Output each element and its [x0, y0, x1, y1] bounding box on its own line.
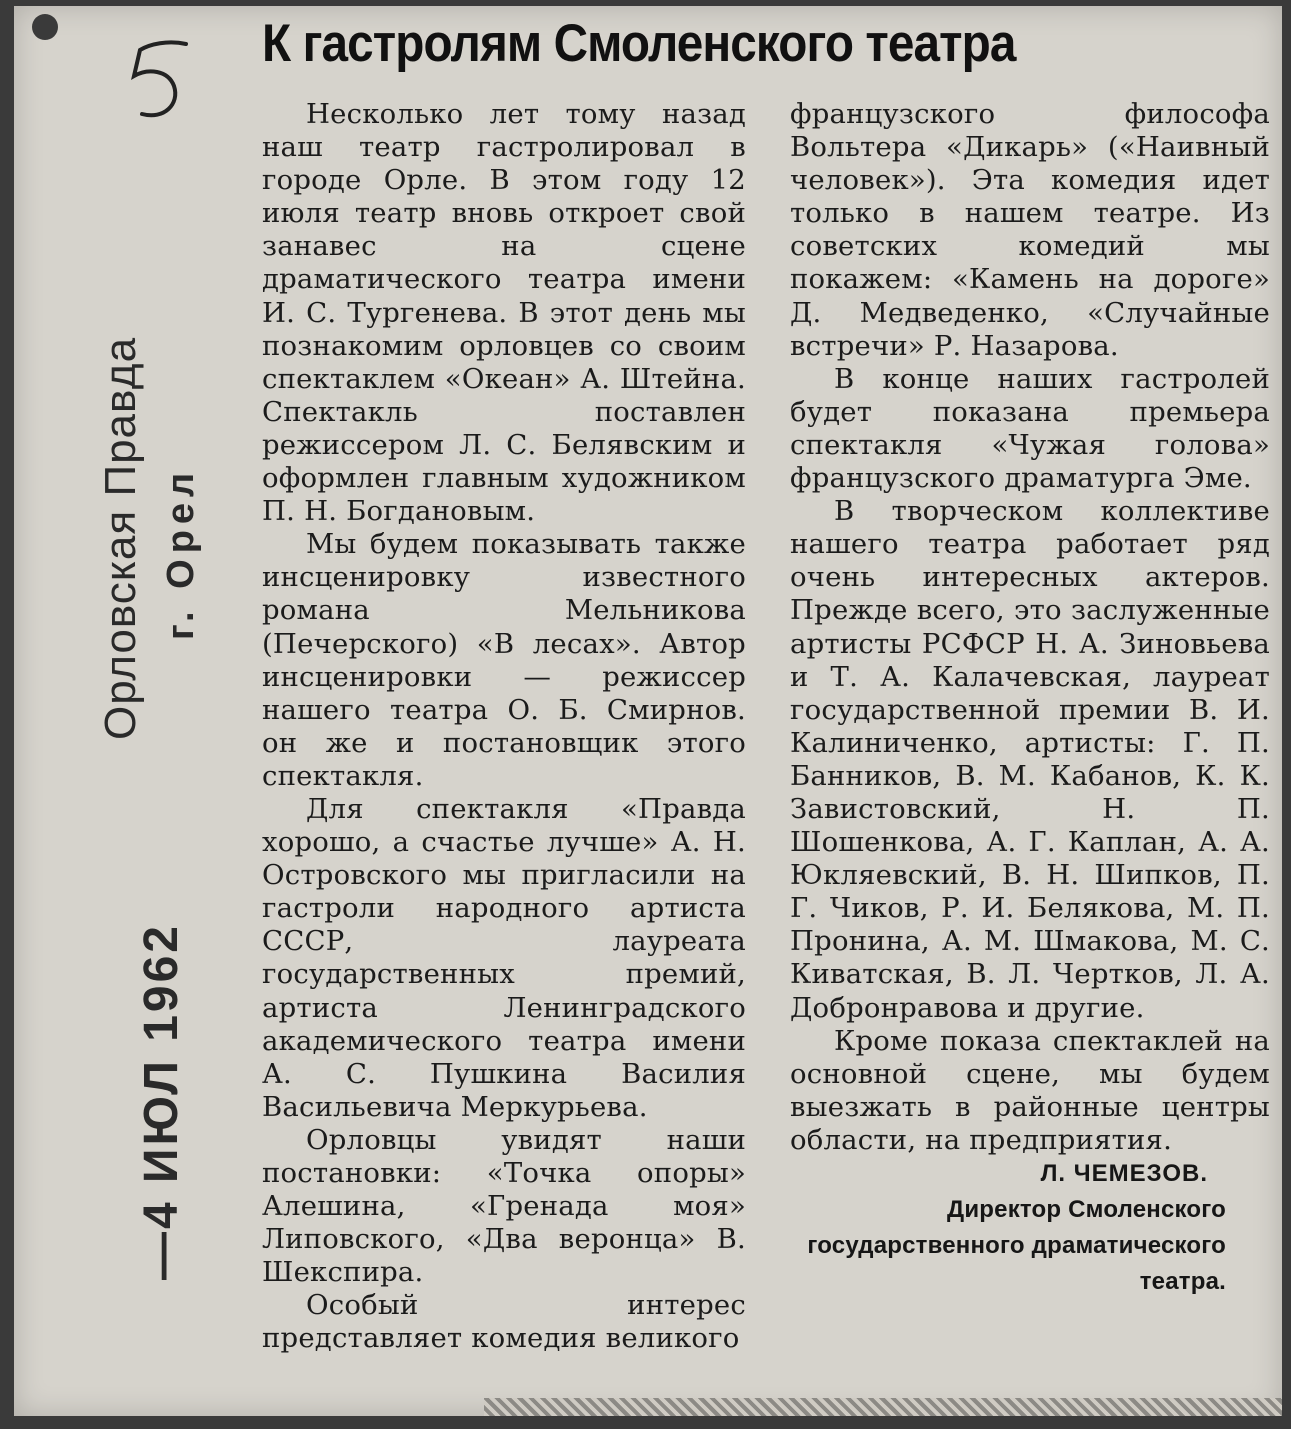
torn-edge — [484, 1398, 1282, 1416]
paragraph: Несколько лет тому назад наш театр гастролировал в городе Орле. В этом году 12 июля театр вновь откроет свой занавес на сцене драматического театра имени И. С. Тургенева. В этот день мы познакомим орловцев со своим спектаклем «Океан» А. Штейна. Спектакль поставлен режиссером Л. С. Белявским и оформлен главным художником П. Н. Богдановым. — [262, 98, 746, 528]
paragraph: французского философа Вольтера «Дикарь» («Наивный человек»). Эта комедия идет только в нашем театре. Из советских комедий мы покажем: «Камень на дороге» Д. Медведенко, «Случайные встречи» Р. Назарова. — [790, 98, 1270, 362]
signature-name: Л. ЧЕМЕЗОВ. — [1040, 1160, 1208, 1187]
paragraph: Для спектакля «Правда хорошо, а счастье лучше» А. Н. Островского мы пригласили на гастроли народного артиста СССР, лауреата государственных премий, артиста Ленинградского академического театра имени А. С. Пушкина Василия Васильевича Меркурьева. — [262, 792, 746, 1123]
signature-title: Директор Смоленского государственного драматического театра. — [807, 1196, 1226, 1295]
article-column-right — [790, 98, 1270, 1300]
handwritten-note — [128, 36, 198, 126]
paragraph: Кроме показа спектаклей на основной сцене, мы будем выезжать в районные центры области, на предприятия. — [790, 1024, 1270, 1156]
paragraph: В конце наших гастролей будет показана премьера спектакля «Чужая голова» французского драматурга Эме. — [790, 362, 1270, 495]
stamp-date: —4 ИЮЛ 1962 — [135, 923, 188, 1280]
paragraph: Мы будем показывать также инсценировку известного романа Мельникова (Печерского) «В лесах». Автор инсценировки — режиссер нашего театра О. Б. Смирнов. он же и постановщик этого спектакля. — [262, 528, 746, 792]
stamp-newspaper: Орловская Правда — [96, 336, 145, 740]
paragraph: В творческом коллективе нашего театра работает ряд очень интересных актеров. Прежде всего, это заслуженные артисты РСФСР Н. А. Зиновьева и Т. А. Калачевская, лауреат государственной премии В. И. Калиниченко, артисты: Г. П. Банников, В. М. Кабанов, К. К. Завистовский, Н. П. Шошенкова, А. Г. Каплан, А. А. Юкляевский, В. Н. Шипков, П. Г. Чиков, Р. И. Белякова, М. П. Пронина, А. М. Шмакова, М. С. Киватская, В. Л. Чертков, Л. А. Добронравова и другие. — [790, 495, 1270, 1024]
paragraph: Орловцы увидят наши постановки: «Точка опоры» Алешина, «Гренада моя» Липовского, «Два веронца» В. Шекспира. — [262, 1123, 746, 1289]
pin-hole — [32, 14, 58, 40]
headline: К гастролям Смоленского театра — [262, 14, 1016, 73]
stamp-city: г. Орел — [160, 466, 202, 640]
paragraph: Особый интерес представляет комедия великого — [262, 1289, 746, 1355]
article-column-left — [262, 98, 746, 1356]
